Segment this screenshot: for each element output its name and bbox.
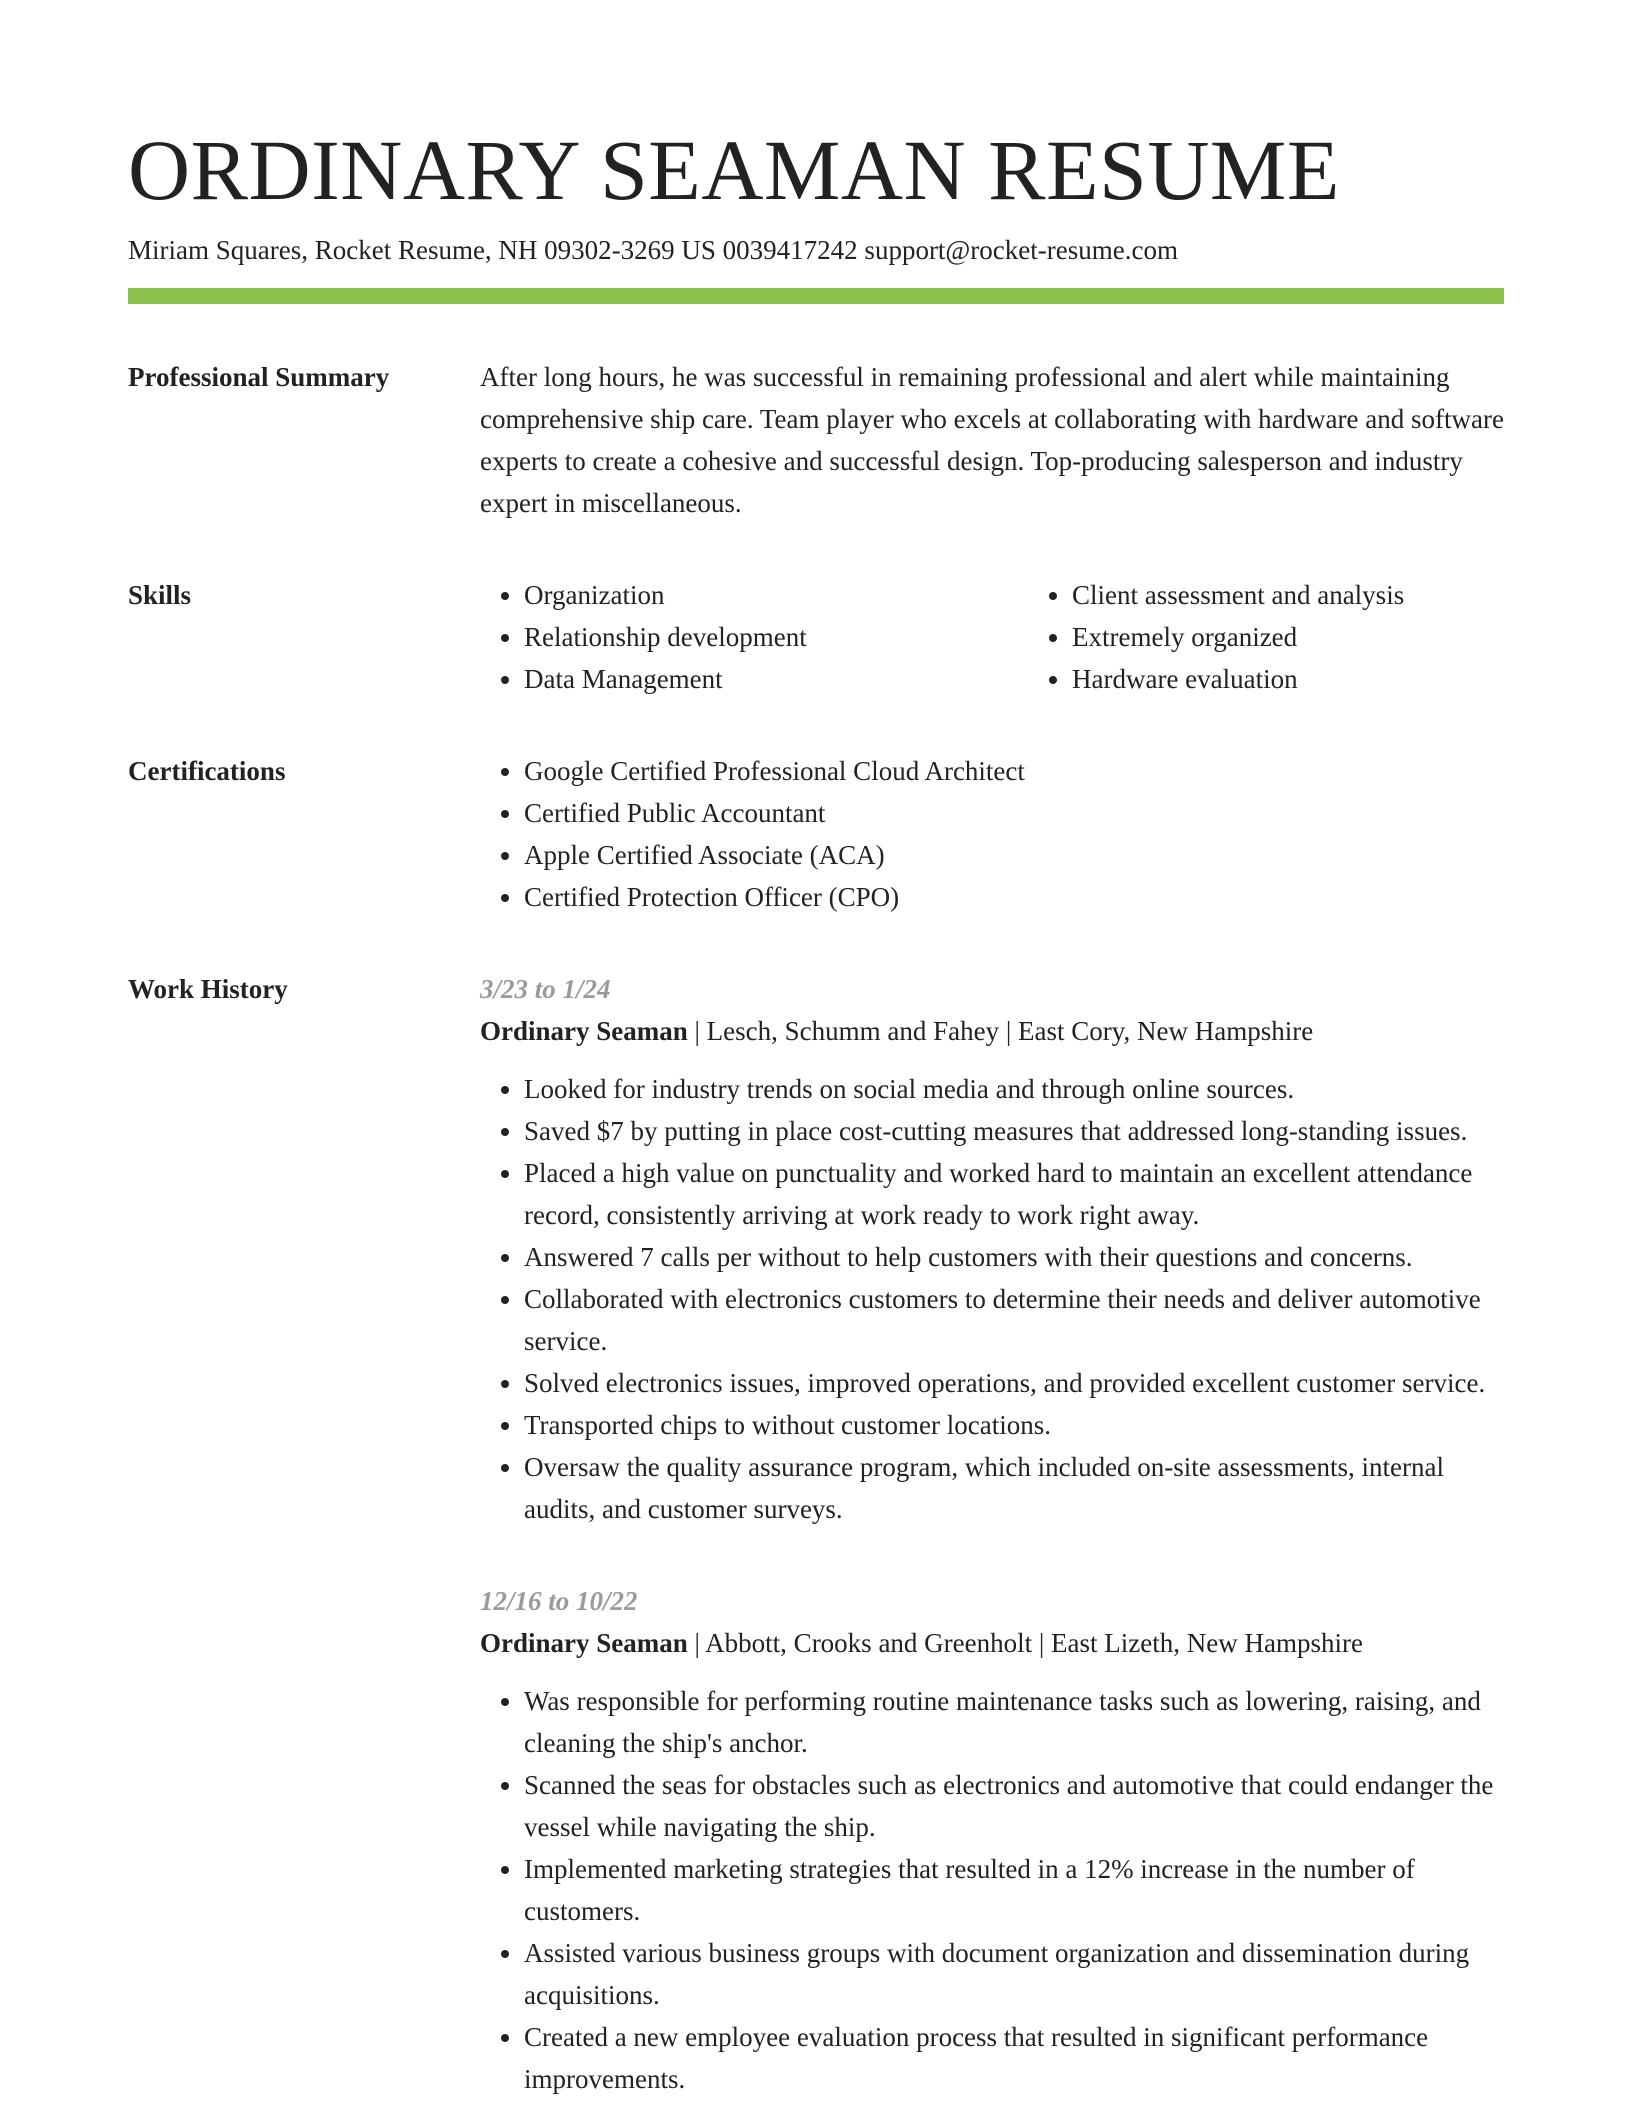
section-label: Work History [128, 974, 288, 1004]
job-bullet: • Oversaw the quality assurance program, which included on-site assessments, internal audits, and customer surveys. [524, 1446, 1504, 1530]
certification-item: • Certified Protection Officer (CPO) [524, 876, 1504, 918]
job-bullets [480, 1680, 1504, 2100]
job-bullet: • Solved electronics issues, improved operations, and provided excellent customer service. [524, 1362, 1504, 1404]
header-divider [128, 288, 1504, 304]
job-heading [480, 1010, 1504, 1052]
certifications-list [480, 750, 1504, 918]
job-entry [480, 968, 1504, 1530]
job-dates: 12/16 to 10/22 [480, 1586, 638, 1616]
job-bullet: • Transported chips to without customer locations. [524, 1404, 1504, 1446]
skill-item: • Hardware evaluation [1072, 658, 1576, 700]
resume-title: ORDINARY SEAMAN RESUME [128, 122, 1340, 218]
skill-item: • Data Management [524, 658, 1028, 700]
job-dates: 3/23 to 1/24 [480, 974, 611, 1004]
section-label: Certifications [128, 756, 286, 786]
job-bullet: • Created a new employee evaluation process that resulted in significant performance improvements. [524, 2016, 1504, 2100]
certifications-section [128, 750, 1504, 918]
job-bullet: • Was responsible for performing routine maintenance tasks such as lowering, raising, and cleaning the ship's anchor. [524, 1680, 1504, 1764]
job-bullet: • Answered 7 calls per without to help customers with their questions and concerns. [524, 1236, 1504, 1278]
job-bullet: • Placed a high value on punctuality and worked hard to maintain an excellent attendance record, consistently arriving at work ready to work right away. [524, 1152, 1504, 1236]
skills-list-right [1028, 574, 1576, 700]
skill-item: • Organization [524, 574, 1028, 616]
job-bullet: • Collaborated with electronics customers to determine their needs and deliver automotive service. [524, 1278, 1504, 1362]
certification-item: • Certified Public Accountant [524, 792, 1504, 834]
skills-section [128, 574, 1504, 700]
job-employer: | Abbott, Crooks and Greenholt | East Lizeth, New Hampshire [687, 1628, 1363, 1658]
summary-text: After long hours, he was successful in remaining professional and alert while maintaining comprehensive ship care. Team player who excels at collaborating with hardware and software experts to create a cohesive and successful design. Top-producing salesperson and industry expert in miscellaneous. [480, 362, 1504, 518]
job-title: Ordinary Seaman [480, 1628, 688, 1658]
contact-line: Miriam Squares, Rocket Resume, NH 09302-3269 US 0039417242 support@rocket-resume.com [128, 235, 1178, 265]
section-label: Skills [128, 580, 192, 610]
job-bullets [480, 1068, 1504, 1530]
work-history-section [128, 968, 1504, 2100]
skill-item: • Extremely organized [1072, 616, 1576, 658]
job-employer: | Lesch, Schumm and Fahey | East Cory, New Hampshire [687, 1016, 1314, 1046]
summary-section [128, 356, 1504, 524]
skills-list-left [480, 574, 1028, 700]
job-entry [480, 1580, 1504, 2100]
job-bullet: • Looked for industry trends on social media and through online sources. [524, 1068, 1504, 1110]
job-bullet: • Saved $7 by putting in place cost-cutting measures that addressed long-standing issues. [524, 1110, 1504, 1152]
skill-item: • Relationship development [524, 616, 1028, 658]
job-title: Ordinary Seaman [480, 1016, 688, 1046]
skill-item: • Client assessment and analysis [1072, 574, 1576, 616]
job-bullet: • Implemented marketing strategies that resulted in a 12% increase in the number of customers. [524, 1848, 1504, 1932]
job-heading [480, 1622, 1504, 1664]
certification-item: • Apple Certified Associate (ACA) [524, 834, 1504, 876]
job-bullet: • Assisted various business groups with document organization and dissemination during acquisitions. [524, 1932, 1504, 2016]
certification-item: • Google Certified Professional Cloud Architect [524, 750, 1504, 792]
job-bullet: • Scanned the seas for obstacles such as electronics and automotive that could endanger the vessel while navigating the ship. [524, 1764, 1504, 1848]
section-label: Professional Summary [128, 362, 390, 392]
